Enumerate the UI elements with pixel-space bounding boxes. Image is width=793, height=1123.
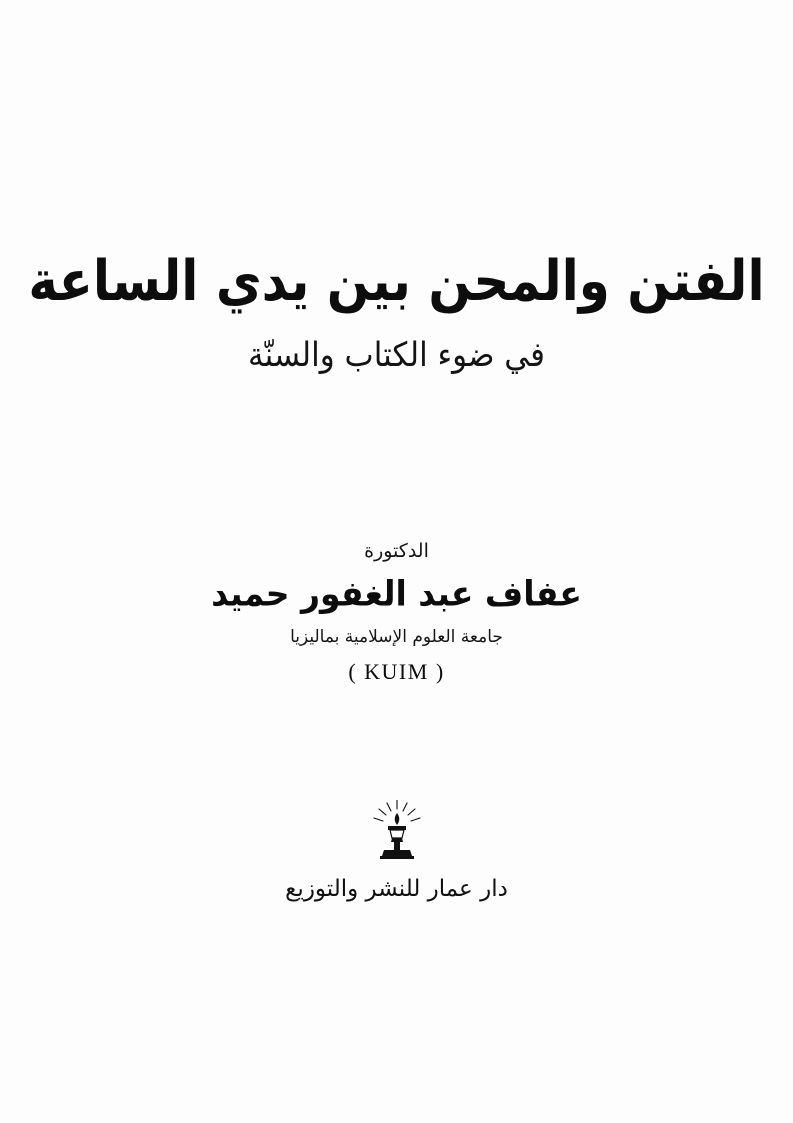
publisher-name: دار عمار للنشر والتوزيع xyxy=(285,875,508,902)
lamp-logo-icon xyxy=(358,800,436,862)
publisher-block xyxy=(0,800,793,902)
author-affiliation-acronym: ( KUIM ) xyxy=(348,658,445,684)
author-affiliation: جامعة العلوم الإسلامية بماليزيا xyxy=(290,626,503,647)
author-name: عفاف عبد الغفور حميد xyxy=(211,572,582,614)
page-subtitle: في ضوء الكتاب والسنّة xyxy=(248,335,545,374)
title-block xyxy=(0,250,793,375)
page-title: الفتن والمحن بين يدي الساعة xyxy=(28,248,765,314)
author-title-prefix: الدكتورة xyxy=(364,539,429,562)
author-block xyxy=(0,540,793,685)
